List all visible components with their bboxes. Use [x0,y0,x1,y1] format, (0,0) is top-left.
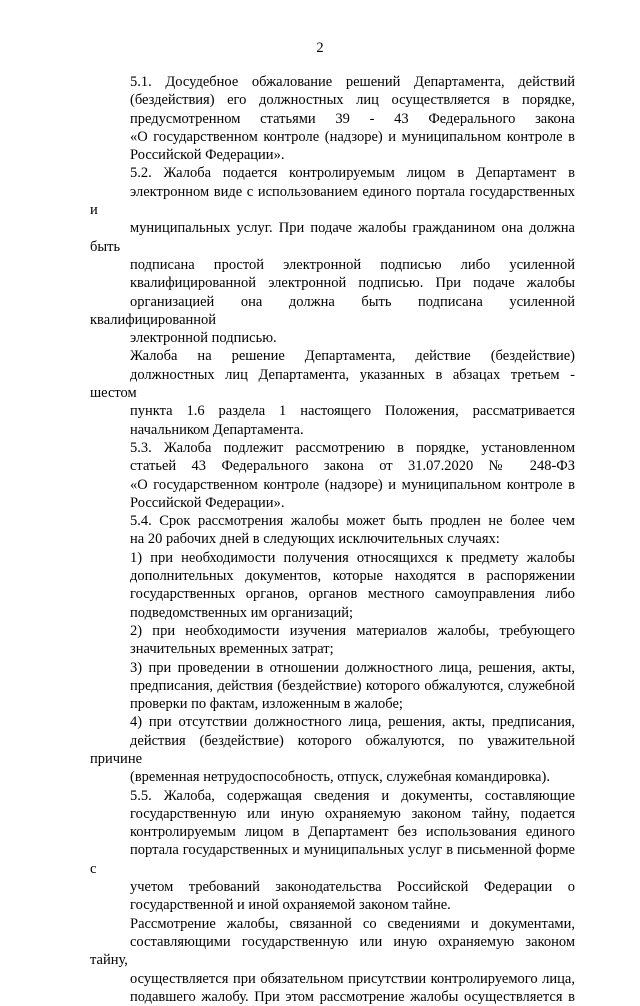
text-line: дополнительных документов, которые находятся в распоряжении [130,568,575,585]
paragraph-5-3 [90,439,575,512]
paragraph-5-1 [90,73,575,164]
text-line: Жалоба на решение Департамента, действие (бездействие) [130,348,575,365]
text-line: муниципальных услуг. При подаче жалобы гражданином она должна быть [90,220,575,255]
text-line: контролируемым лицом в Департамент без использования единого [130,824,575,841]
text-line: 1) при необходимости получения относящихся к предмету жалобы [130,549,575,566]
text-line: на 20 рабочих дней в следующих исключительных случаях: [130,531,500,548]
paragraph-secret-review [90,915,575,1006]
text-line: пункта 1.6 раздела 1 настоящего Положения, рассматривается [130,403,575,420]
paragraph-5-2 [90,164,575,347]
text-line: Российской Федерации». [130,147,285,164]
text-line: Рассмотрение жалобы, связанной со сведениями и документами, [130,915,575,932]
text-line: составляющими государственную или иную охраняемую законом тайну, [90,933,575,969]
text-line: государственных органов, органов местного самоуправления либо [130,586,575,603]
text-line: государственную или иную охраняемую законом тайну, подается [130,805,575,822]
text-line: электронной подписью. [130,330,277,347]
body-text [90,73,575,1006]
text-line: (временная нетрудоспособность, отпуск, служебная командировка). [130,769,550,786]
text-line: «О государственном контроле (надзоре) и муниципальном контроле в [130,476,575,493]
list-item-4 [90,713,575,786]
text-line: должностных лиц Департамента, указанных в абзацах третьем - шестом [90,366,575,402]
text-line: предусмотренном статьями 39 - 43 Федерального закона [130,110,575,127]
text-line: проверки по фактам, изложенным в жалобе; [130,696,403,713]
text-line: подведомственных им организаций; [130,604,354,621]
list-item-3 [90,659,575,714]
text-line: организацией она должна быть подписана усиленной квалифицированной [90,293,575,328]
list-item-1 [90,549,575,622]
list-item-2 [90,622,575,659]
text-line: «О государственном контроле (надзоре) и муниципальном контроле в [130,128,575,145]
text-line: портала государственных и муниципальных услуг в письменной форме с [90,842,575,877]
text-line: 5.2. Жалоба подается контролируемым лицом в Департамент в [130,165,575,182]
text-line: начальником Департамента. [130,421,304,438]
text-line: 3) при проведении в отношении должностного лица, решения, акты, [130,659,575,676]
text-line: предписания, действия (бездействие) которого обжалуются, служебной [130,677,575,694]
text-line: подавшего жалобу. При этом рассмотрение жалобы осуществляется в [130,988,575,1005]
page-number: 2 [316,40,324,56]
text-line: электронном виде с использованием единого портала государственных и [90,183,575,219]
text-line: подписана простой электронной подписью либо усиленной [130,256,575,273]
text-line: статьей 43 Федерального закона от 31.07.2020 № 248-ФЗ [130,458,575,475]
text-line: осуществляется при обязательном присутствии контролируемого лица, [130,970,575,987]
text-line: Российской Федерации». [130,494,285,511]
text-line: (бездействия) его должностных лиц осуществляется в порядке, [130,92,575,109]
text-line: 5.4. Срок рассмотрения жалобы может быть продлен не более чем [130,513,575,530]
text-line: 5.3. Жалоба подлежит рассмотрению в порядке, установленном [130,439,575,456]
text-line: 5.1. Досудебное обжалование решений Департамента, действий [130,74,575,90]
text-line: 4) при отсутствии должностного лица, решения, акты, предписания, [130,714,575,731]
text-line: государственной и иной охраняемой законом тайне. [130,897,451,914]
text-line: действия (бездействие) которого обжалуются, по уважительной причине [90,732,575,767]
text-line: 5.5. Жалоба, содержащая сведения и документы, составляющие [130,787,575,804]
text-line: 2) при необходимости изучения материалов жалобы, требующего [130,622,575,639]
paragraph-5-4 [90,512,575,549]
text-line: учетом требований законодательства Российской Федерации о [130,879,575,896]
text-line: значительных временных затрат; [130,641,334,658]
paragraph-complaint-decision [90,347,575,438]
text-line: квалифицированной электронной подписью. При подаче жалобы [130,275,575,292]
paragraph-5-5 [90,787,575,915]
